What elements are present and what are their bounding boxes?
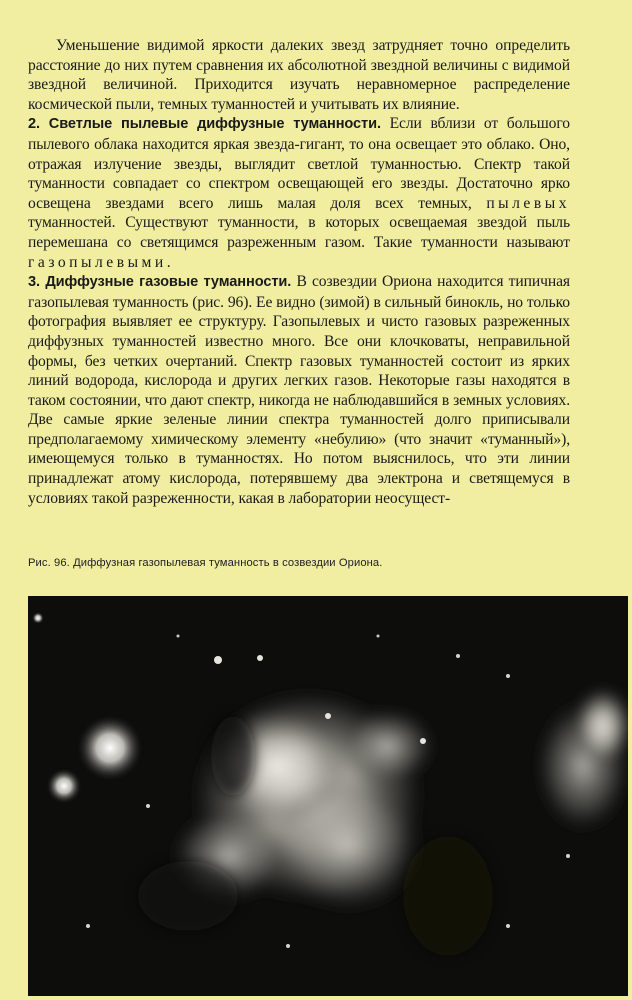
section-3-paragraph (28, 272, 570, 508)
body-text (28, 36, 570, 508)
section-3-text: В созвездии Ориона находится типичная газопылевая туманность (рис. 96). Ее видно (зимой) в сильный бинокль, но только фотография выявляет ее структуру. Газопылевых и чисто газовых разреженных диффузных туманностей известно много. Все они клочковаты, неправильной формы, без четких очертаний. Спектр газовых туманностей состоит из ярких линий водорода, кислорода и других легких газов. Некоторые газы находятся в таком состоянии, что дают спектр, никогда не наблюдавшийся в земных условиях. Две самые яркие зеленые линии спектра туманностей долго приписывали предполагаемому химическому элементу «небулию» (что значит «туманный»), имеющемуся только в туманностях. Но потом выяснилось, что эти линии принадлежат атому кислорода, потерявшему два электрона и светящемуся в условиях такой разреженности, какая в лаборатории неосущест- (28, 273, 570, 507)
section-2-spaced-word-1: пылевых (486, 194, 570, 212)
intro-paragraph: Уменьшение видимой яркости далеких звезд затрудняет точно определить расстояние до них путем сравнения их абсолютной звездной величины с видимой звездной величиной. Приходится изучать неравномерное распределение космической пыли, темных туманностей и учитывать их влияние. (28, 37, 570, 113)
section-2-spaced-word-2: газопылевыми (28, 253, 167, 271)
section-2-heading: 2. Светлые пылевые диффузные туманности. (28, 116, 381, 133)
nebula-image (28, 596, 628, 996)
section-3-heading: 3. Диффузные газовые туманности. (28, 274, 292, 291)
section-2-text-1: Если вблизи от большого пылевого облака находится яркая звезда-гигант, то она освещает это облако. Оно, отражая излучение звезды, выглядит светлой туманностью. Спектр такой туманности совпадает со спектром освещающей его звезды. Достаточно ярко освещена звездами всего лишь малая доля всех темных, (28, 115, 570, 212)
section-2-text-3: . (166, 253, 171, 271)
section-2-paragraph (28, 114, 570, 272)
orion-nebula-photo (28, 596, 628, 996)
section-2-text-2: туманностей. Существуют туманности, в которых освещаемая звездой пыль перемешана со светящимся разреженным газом. Такие туманности называют (28, 214, 570, 251)
figure-caption: Рис. 96. Диффузная газопылевая туманность в созвездии Ориона. (28, 557, 383, 569)
